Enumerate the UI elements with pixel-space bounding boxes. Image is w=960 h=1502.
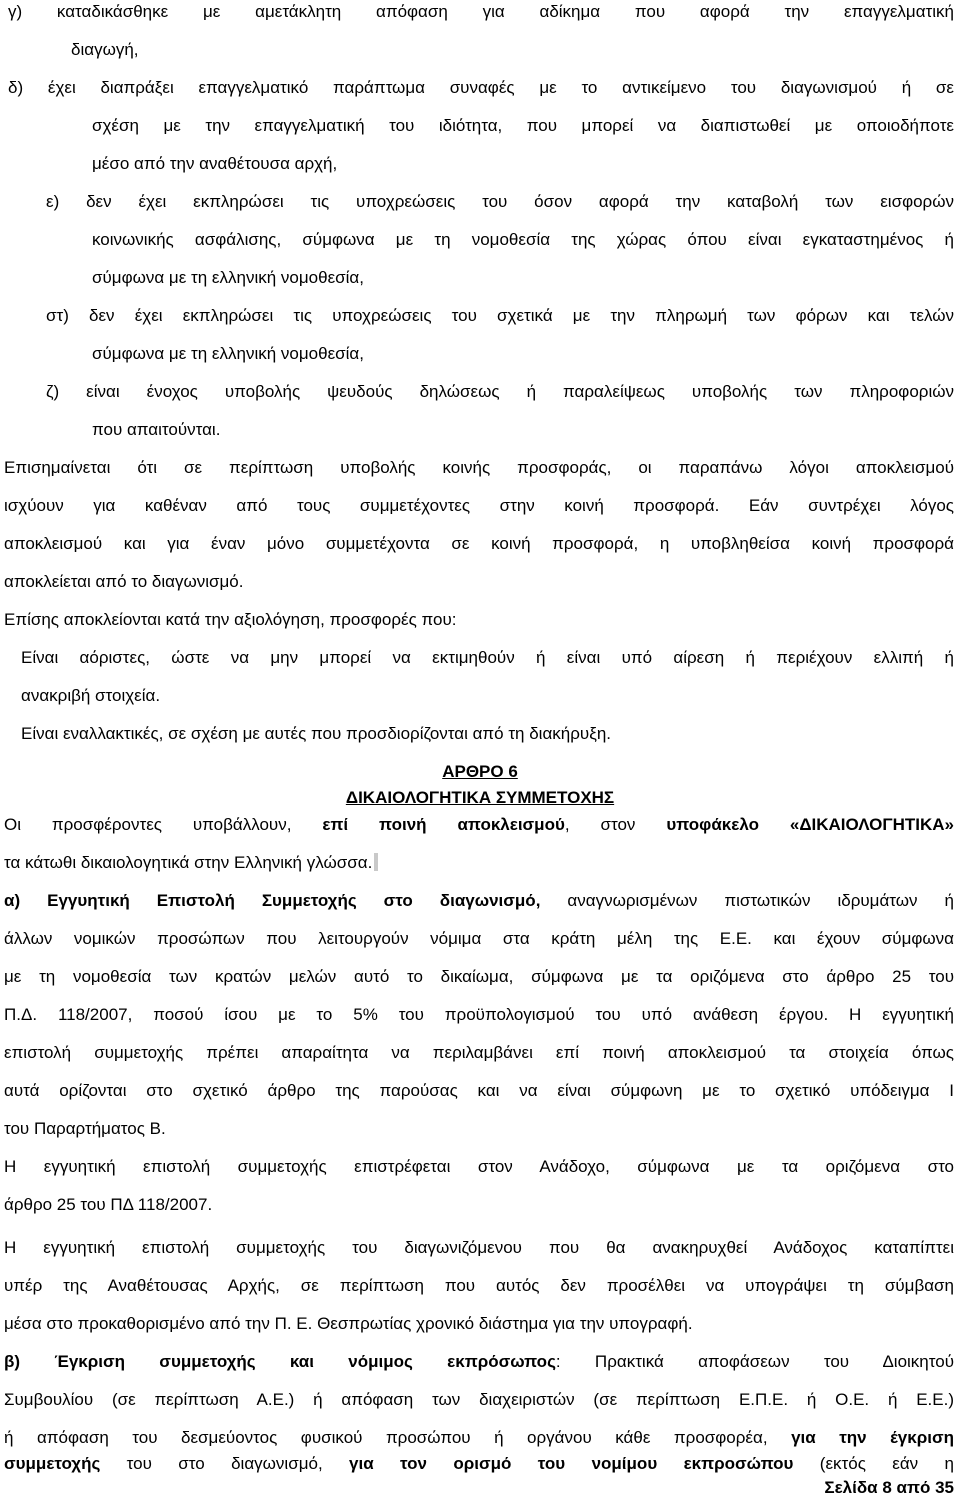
list-item-d-line3: μέσο από την αναθέτουσα αρχή, [92, 154, 338, 173]
guarantee-forfeit-line1: Η εγγυητική επιστολή συμμετοχής του διαγωνιζόμενου που θα ανακηρυχθεί Ανάδοχος καταπίπτει [4, 1238, 954, 1257]
offers-list-item2: Είναι εναλλακτικές, σε σχέση με αυτές που προσδιορίζονται από τη διακήρυξη. [21, 724, 611, 743]
approval-line4-bold-c: για τον ορισμό του νομίμου εκπροσώπου [349, 1454, 794, 1473]
list-item-z-line2: που απαιτούνται. [92, 420, 221, 439]
guarantee-return-line1: Η εγγυητική επιστολή συμμετοχής επιστρέφεται στον Ανάδοχο, σύμφωνα με τα οριζόμενα στο [4, 1157, 954, 1176]
guarantee-line4: Π.Δ. 118/2007, ποσού ίσου με το 5% του προϋπολογισμού του υπό ανάθεση έργου. Η εγγυητική [4, 1005, 954, 1024]
guarantee-line2: άλλων νομικών προσώπων που λειτουργούν νόμιμα στα κράτη μέλη της Ε.Ε. και έχουν σύμφωνα [4, 929, 954, 948]
intro-bold-subfolder: υποφάκελο «ΔΙΚΑΙΟΛΟΓΗΤΙΚΑ» [666, 815, 955, 834]
joint-offer-line2: ισχύουν για καθέναν από τους συμμετέχοντες στην κοινή προσφορά. Εάν συντρέχει λόγος [4, 496, 954, 515]
intro-line1 [4, 814, 954, 836]
approval-line1-rest: : Πρακτικά αποφάσεων του Διοικητού [555, 1352, 954, 1371]
list-item-d-line1: δ) έχει διαπράξει επαγγελματικό παράπτωμα συναφές με το αντικείμενο του διαγωνισμού ή σε [8, 78, 954, 97]
approval-line3-text: ή απόφαση του δεσμεύοντος φυσικού προσώπου ή οργάνου κάθε προσφορέα, [4, 1428, 792, 1447]
list-item-st-line2: σύμφωνα με τη ελληνική νομοθεσία, [92, 344, 364, 363]
intro-text-c: , στον [564, 815, 667, 834]
intro-bold-penalty: επί ποινή αποκλεισμού [322, 815, 565, 834]
approval-line3 [4, 1427, 954, 1449]
list-item-e-line2: κοινωνικής ασφάλισης, σύμφωνα με τη νομοθεσία της χώρας όπου είναι εγκαταστημένος ή [92, 230, 954, 249]
approval-line4 [4, 1453, 954, 1475]
article-number: ΑΡΘΡΟ 6 [442, 762, 518, 781]
offers-list-item1-line1: Είναι αόριστες, ώστε να μην μπορεί να εκτιμηθούν ή είναι υπό αίρεση ή περιέχουν ελλιπή ή [21, 648, 954, 667]
guarantee-heading: α) Εγγυητική Επιστολή Συμμετοχής στο διαγωνισμό, [4, 891, 541, 910]
page-number-footer: Σελίδα 8 από 35 [824, 1478, 954, 1497]
approval-line4-bold-a: συμμετοχής [4, 1454, 101, 1473]
guarantee-line1-rest: αναγνωρισμένων πιστωτικών ιδρυμάτων ή [540, 891, 954, 910]
list-item-z-line1: ζ) είναι ένοχος υποβολής ψευδούς δηλώσεως ή παραλείψεως υποβολής των πληροφοριών [46, 382, 954, 401]
joint-offer-line4: αποκλείεται από το διαγωνισμό. [4, 572, 244, 591]
guarantee-line6: αυτά ορίζονται στο σχετικό άρθρο της παρούσας και να είναι σύμφωνη με το σχετικό υπόδειγμα Ι [4, 1081, 954, 1100]
guarantee-line3: με τη νομοθεσία των κρατών μελών αυτό το δικαίωμα, σύμφωνα με τα οριζόμενα στο άρθρο 25 του [4, 967, 954, 986]
guarantee-return-line2: άρθρο 25 του ΠΔ 118/2007. [4, 1195, 213, 1214]
approval-line4-text-d: (εκτός εάν η [793, 1454, 955, 1473]
approval-heading: β) Έγκριση συμμετοχής και νόμιμος εκπρόσωπος [4, 1352, 556, 1371]
intro-line2-text: τα κάτωθι δικαιολογητικά στην Ελληνική γλώσσα. [4, 853, 373, 872]
list-item-g-line1: γ) καταδικάσθηκε με αμετάκλητη απόφαση για αδίκημα που αφορά την επαγγελματική [8, 2, 954, 21]
joint-offer-line1: Επισημαίνεται ότι σε περίπτωση υποβολής κοινής προσφοράς, οι παραπάνω λόγοι αποκλεισμού [4, 458, 954, 477]
guarantee-line7: του Παραρτήματος Β. [4, 1119, 166, 1138]
approval-line1 [4, 1351, 954, 1373]
guarantee-forfeit-line2: υπέρ της Αναθέτουσας Αρχής, σε περίπτωση που αυτός δεν προσέλθει να υπογράψει τη σύμβαση [4, 1276, 954, 1295]
approval-line3-bold: για την έγκριση [791, 1428, 954, 1447]
guarantee-line1 [4, 890, 954, 912]
guarantee-forfeit-line3: μέσα στο προκαθορισμένο από την Π. Ε. Θεσπρωτίας χρονικό διάστημα για την υπογραφή. [4, 1314, 693, 1333]
list-item-g-line2: διαγωγή, [71, 40, 139, 59]
list-item-d-line2: σχέση με την επαγγελματική του ιδιότητα, που μπορεί να διαπιστωθεί με οποιοδήποτε [92, 116, 954, 135]
list-item-e-line1: ε) δεν έχει εκπληρώσει τις υποχρεώσεις του όσον αφορά την καταβολή των εισφορών [46, 192, 954, 211]
list-item-e-line3: σύμφωνα με τη ελληνική νομοθεσία, [92, 268, 364, 287]
offers-list-item1-line2: ανακριβή στοιχεία. [21, 686, 161, 705]
approval-line4-text-b: του στο διαγωνισμό, [100, 1454, 350, 1473]
list-item-st-line1: στ) δεν έχει εκπληρώσει τις υποχρεώσεις του σχετικά με την πληρωμή των φόρων και τελών [46, 306, 954, 325]
exclusion-intro: Επίσης αποκλείονται κατά την αξιολόγηση, προσφορές που: [4, 610, 457, 629]
joint-offer-line3: αποκλεισμού και για έναν μόνο συμμετέχοντα σε κοινή προσφορά, η υποβληθείσα κοινή προσφορά [4, 534, 954, 553]
text-cursor [374, 853, 378, 871]
article-title: ΔΙΚΑΙΟΛΟΓΗΤΙΚΑ ΣΥΜΜΕΤΟΧΗΣ [345, 788, 615, 807]
intro-text-a: Οι προσφέροντες υποβάλλουν, [4, 815, 323, 834]
guarantee-line5: επιστολή συμμετοχής πρέπει απαραίτητα να περιλαμβάνει επί ποινή αποκλεισμού τα στοιχεία όπως [4, 1043, 954, 1062]
approval-line2: Συμβουλίου (σε περίπτωση Α.Ε.) ή απόφαση των διαχειριστών (σε περίπτωση Ε.Π.Ε. ή Ο.Ε. ή Ε.Ε.) [4, 1390, 954, 1409]
intro-line2 [4, 852, 378, 874]
